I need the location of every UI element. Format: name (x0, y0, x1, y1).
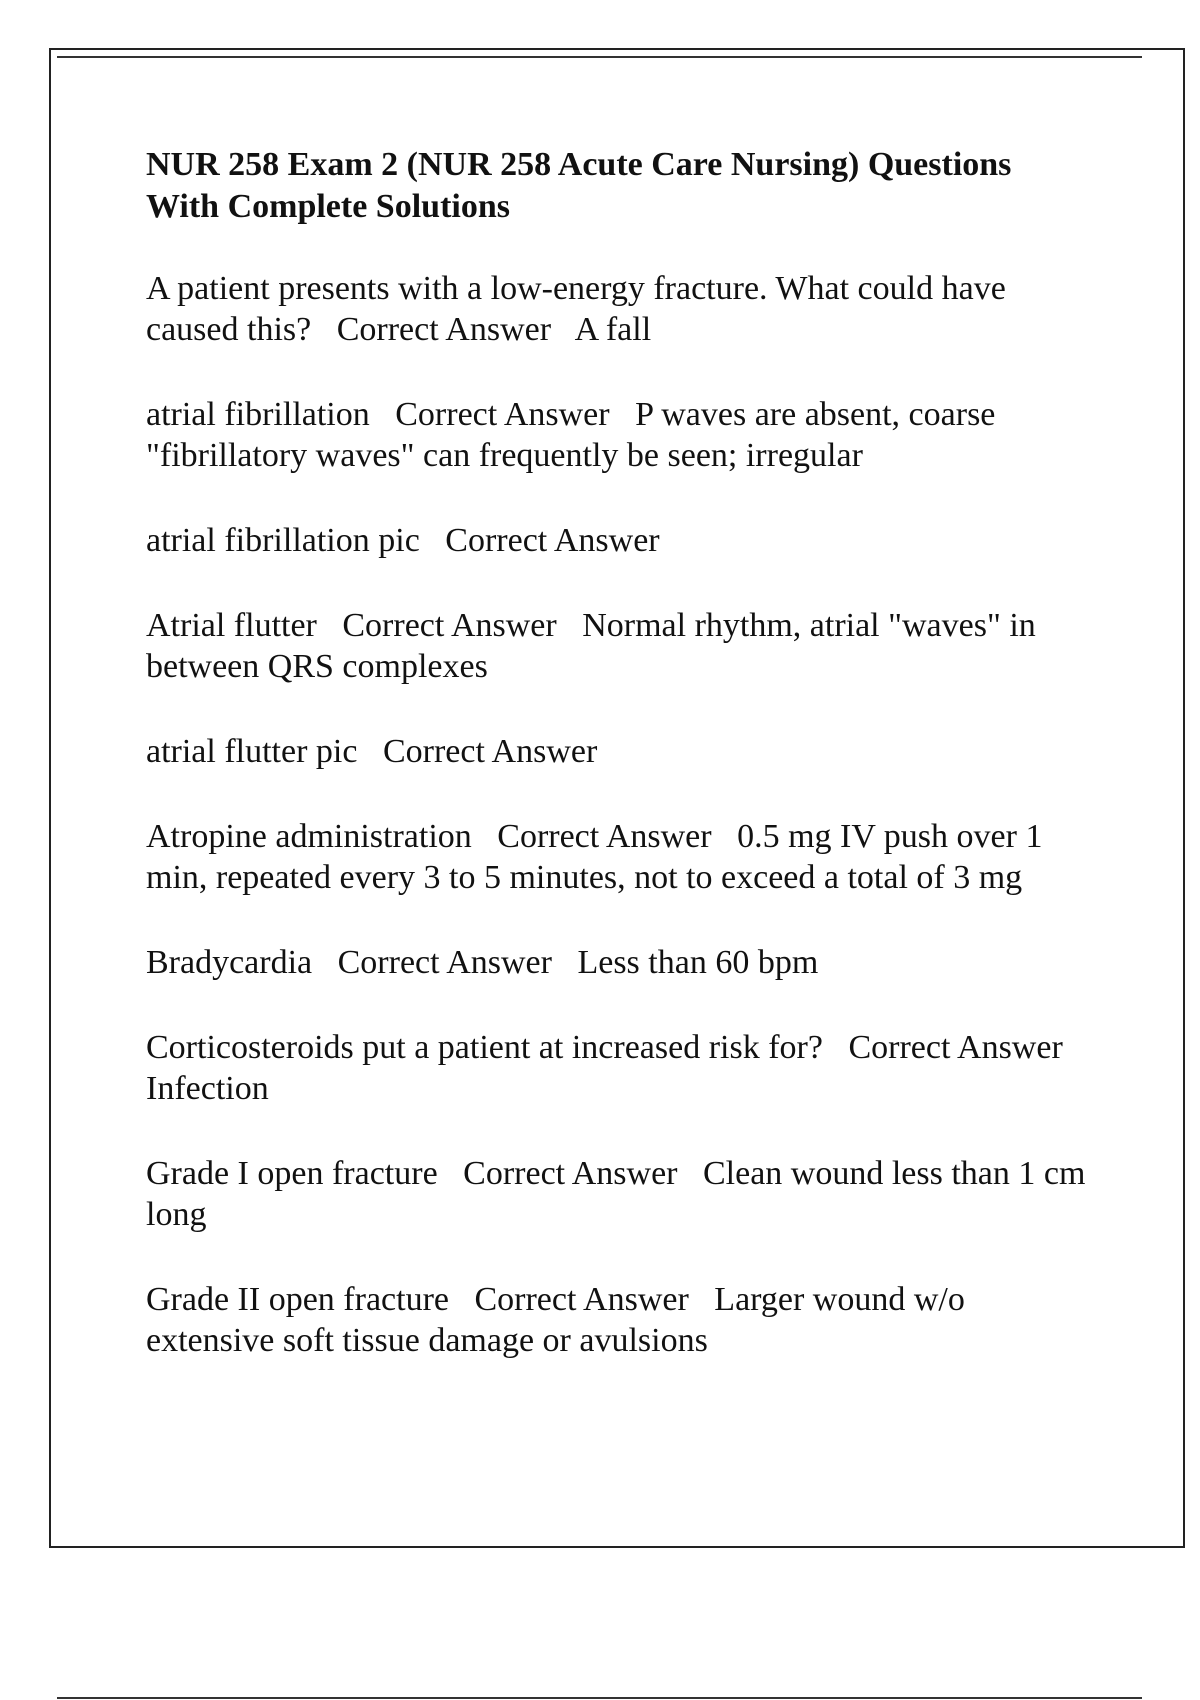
qa-item-atrial-flutter: Atrial flutter Correct Answer Normal rhythm, atrial "waves" in between QRS complexes (146, 607, 1045, 685)
qa-item-corticosteroids: Corticosteroids put a patient at increased risk for? Correct Answer Infection (146, 1029, 1089, 1107)
qa-item-low-energy-fracture: A patient presents with a low-energy fracture. What could have caused this? Correct Answer A fall (146, 270, 1015, 348)
qa-item-atrial-flutter-pic: atrial flutter pic Correct Answer (146, 733, 598, 770)
top-rule (57, 56, 1142, 58)
qa-item-grade-2-open-fracture: Grade II open fracture Correct Answer Larger wound w/o extensive soft tissue damage or avulsions (146, 1281, 974, 1359)
qa-item-bradycardia: Bradycardia Correct Answer Less than 60 bpm (146, 944, 819, 981)
document-content (146, 144, 1094, 1405)
qa-item-grade-1-open-fracture: Grade I open fracture Correct Answer Clean wound less than 1 cm long (146, 1155, 1094, 1233)
qa-item-atropine-administration: Atropine administration Correct Answer 0.5 mg IV push over 1 min, repeated every 3 to 5 minutes, not to exceed a total of 3 mg (146, 818, 1051, 896)
qa-item-atrial-fibrillation: atrial fibrillation Correct Answer P waves are absent, coarse "fibrillatory waves" can frequently be seen; irregular (146, 396, 1004, 474)
bottom-rule (57, 1697, 1142, 1699)
qa-item-atrial-fibrillation-pic: atrial fibrillation pic Correct Answer (146, 522, 660, 559)
document-title: NUR 258 Exam 2 (NUR 258 Acute Care Nursing) Questions With Complete Solutions (146, 146, 1012, 225)
